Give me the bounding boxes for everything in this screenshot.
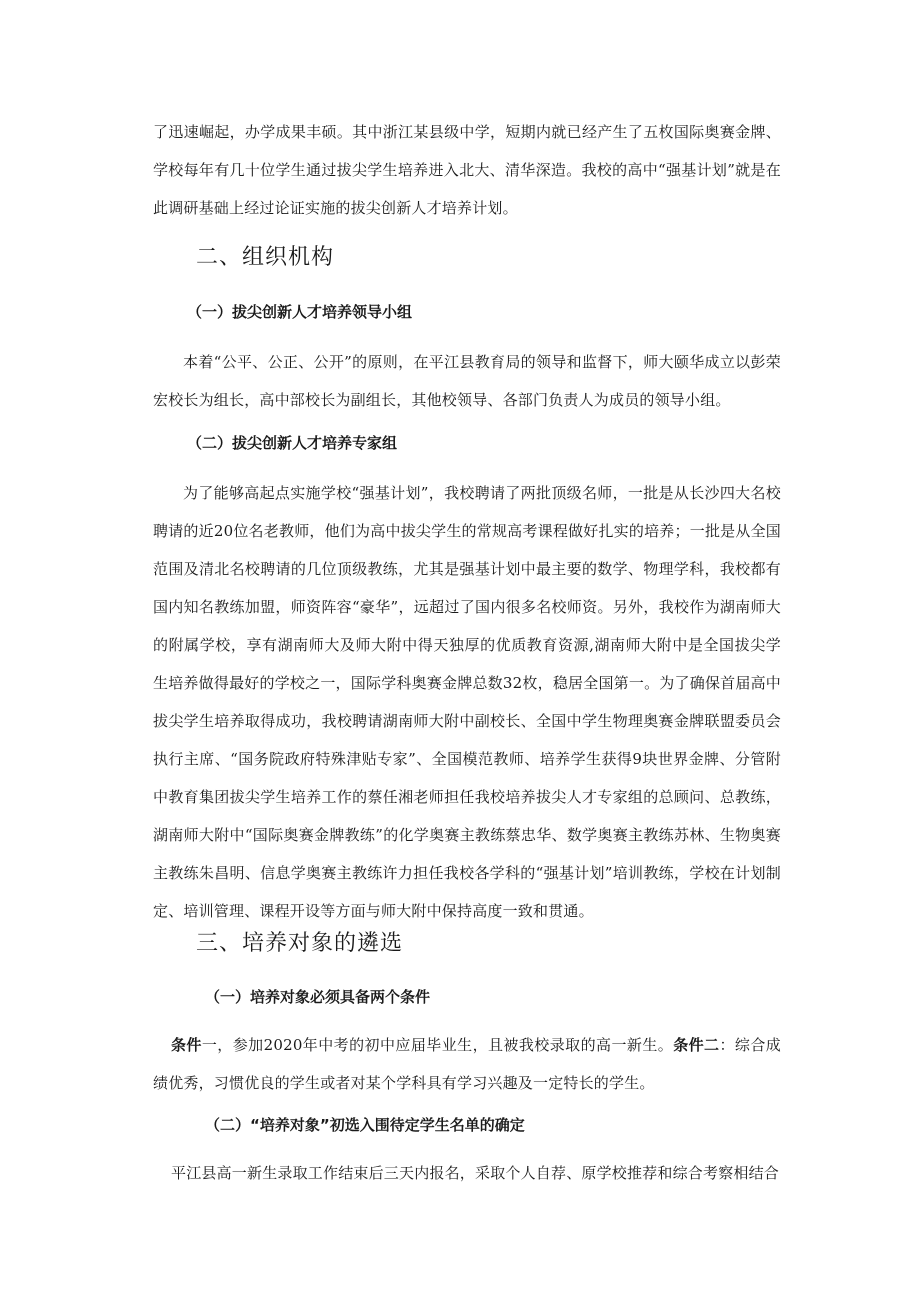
conditions-paragraph xyxy=(153,1026,781,1102)
section-heading-selection: 三、培养对象的遴选 xyxy=(196,931,404,956)
subheading-expert-group: （二）拔尖创新人才培养专家组 xyxy=(187,434,398,452)
intro-paragraph: 了迅速崛起，办学成果丰硕。其中浙江某县级中学，短期内就已经产生了五枚国际奥赛金牌、学校每年有几十位学生通过拔尖学生培养进入北大、清华深造。我校的高中“强基计划”就是在此调研基础上经过论证实施的拔尖创新人才培养计划。 xyxy=(153,123,781,217)
subheading-leadership-group: （一）拔尖创新人才培养领导小组 xyxy=(187,303,413,321)
subheading-shortlist: （二）“培养对象”初选入围待定学生名单的确定 xyxy=(205,1116,525,1134)
expert-paragraph: 为了能够高起点实施学校“强基计划”，我校聘请了两批顶级名师，一批是从长沙四大名校聘请的近20位名老教师，他们为高中拔尖学生的常规高考课程做好扎实的培养；一批是从全国范围及清北名校聘请的几位顶级教练，尤其是强基计划中最主要的数学、物理学科，我校都有国内知名教练加盟，师资阵容“豪华”，远超过了国内很多名校师资。另外，我校作为湖南师大的附属学校，享有湖南师大及师大附中得天独厚的优质教育资源,湖南师大附中是全国拔尖学生培养做得最好的学校之一，国际学科奥赛金牌总数32枚，稳居全国第一。为了确保首届高中拔尖学生培养取得成功，我校聘请湖南师大附中副校长、全国中学生物理奥赛金牌联盟委员会执行主席、“国务院政府特殊津贴专家”、全国模范教师、培养学生获得9块世界金牌、分管附中教育集团拔尖学生培养工作的蔡任湘老师担任我校培养拔尖人才专家组的总顾问、总教练，湖南师大附中“国际奥赛金牌教练”的化学奥赛主教练蔡忠华、数学奥赛主教练苏林、生物奥赛主教练朱昌明、信息学奥赛主教练许力担任我校各学科的“强基计划”培训教练，学校在计划制定、培训管理、课程开设等方面与师大附中保持高度一致和贯通。 xyxy=(153,484,781,920)
condition-two-text: ：综合成绩优秀，习惯优良的学生或者对某个学科具有学习兴趣及一定特长的学生。 xyxy=(153,1036,781,1092)
condition-two-label: 条件二 xyxy=(673,1036,720,1054)
condition-one-text: 一，参加2020年中考的初中应届毕业生，且被我校录取的高一新生。 xyxy=(201,1036,674,1054)
leadership-paragraph: 本着“公平、公正、公开”的原则，在平江县教育局的领导和监督下，师大颐华成立以彭荣宏校长为组长，高中部校长为副组长，其他校领导、各部门负责人为成员的领导小组。 xyxy=(153,353,781,409)
subheading-two-conditions: （一）培养对象必须具备两个条件 xyxy=(205,988,431,1006)
registration-paragraph: 平江县高一新生录取工作结束后三天内报名，采取个人自荐、原学校推荐和综合考察相结合 xyxy=(171,1164,780,1182)
section-heading-organization: 二、组织机构 xyxy=(196,245,335,270)
condition-one-label: 条件 xyxy=(171,1036,202,1054)
